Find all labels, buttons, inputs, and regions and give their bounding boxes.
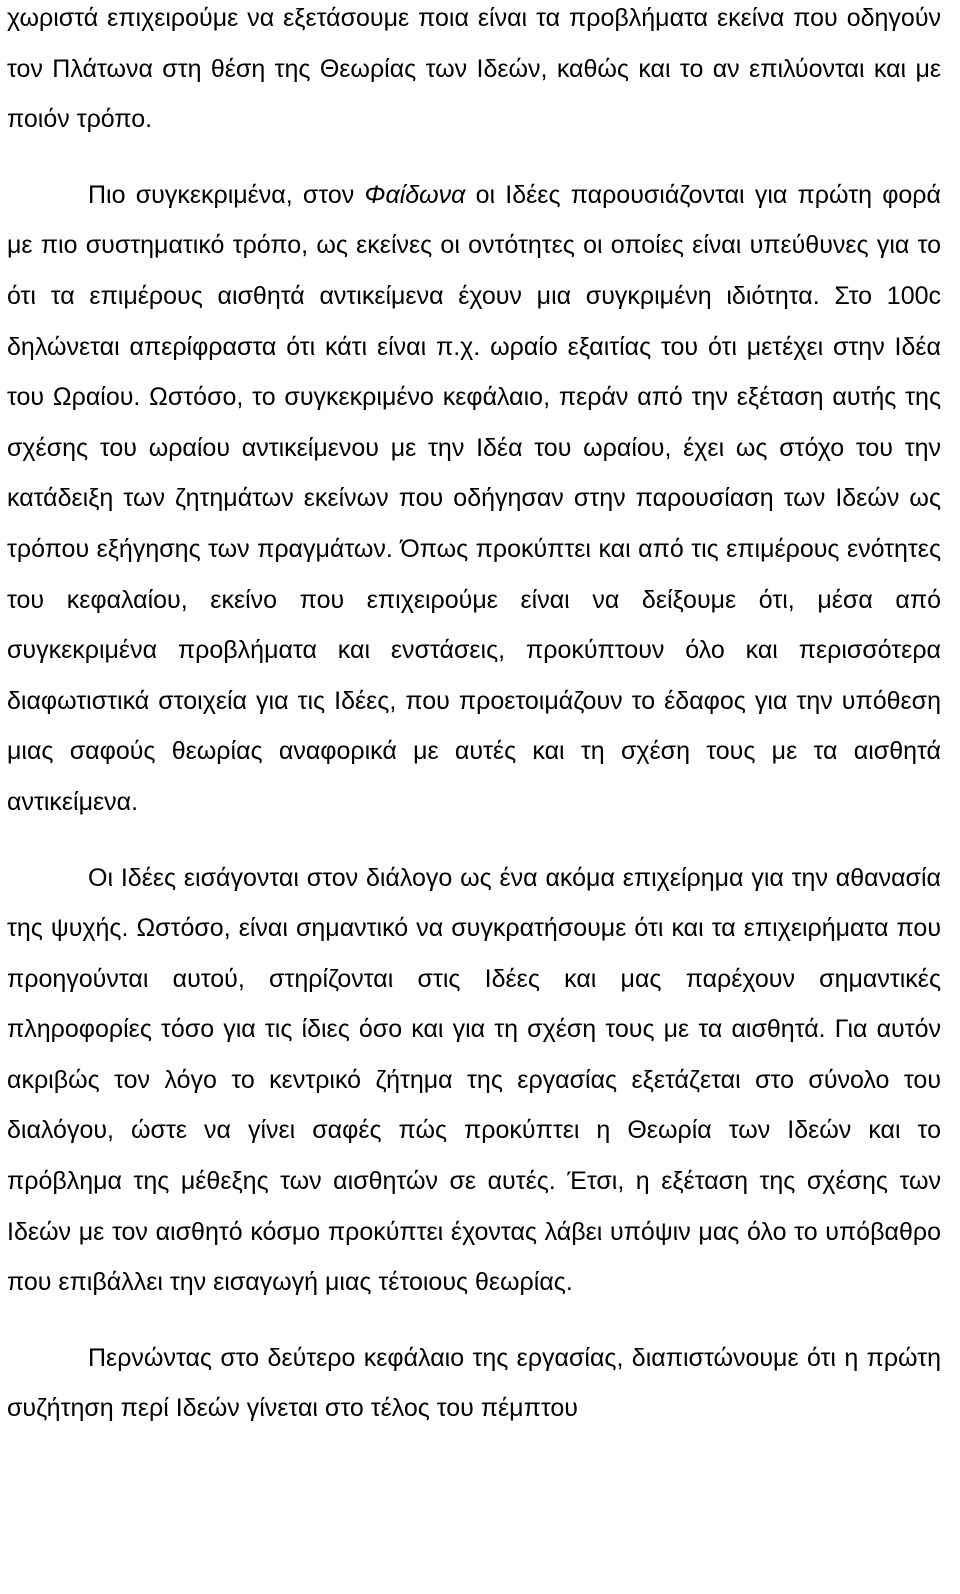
paragraph-gap xyxy=(7,828,941,853)
paragraph-4: Περνώντας στο δεύτερο κεφάλαιο της εργασίας, διαπιστώνουμε ότι η πρώτη συζήτηση περί Ιδεών γίνεται στο τέλος του πέμπτου xyxy=(7,1343,941,1423)
paragraph-3: Οι Ιδέες εισάγονται στον διάλογο ως ένα ακόμα επιχείρημα για την αθανασία της ψυχής. Ωστόσο, είναι σημαντικό να συγκρατήσουμε ότι και τα επιχειρήματα που προηγούνται αυτού, στηρίζονται στις Ιδέες και μας παρέχουν σημαντικές πληροφορίες τόσο για τις ίδιες όσο και για τη σχέση τους με τα αισθητά. Για αυτόν ακριβώς τον λόγο το κεντρικό ζήτημα της εργασίας εξετάζεται στο σύνολο του διαλόγου, ώστε να γίνει σαφές πώς προκύπτει η Θεωρία των Ιδεών και το πρόβλημα της μέθεξης των αισθητών σε αυτές. Έτσι, η εξέταση της σχέσης των Ιδεών με τον αισθητό κόσμο προκύπτει έχοντας λάβει υπόψιν μας όλο το υπόβαθρο που επιβάλλει την εισαγωγή μιας τέτοιους θεωρίας. xyxy=(7,863,941,1297)
paragraph-2-body: οι Ιδέες παρουσιάζονται για πρώτη φορά με πιο συστηματικό τρόπο, ως εκείνες οι οντότητες οι οποίες είναι υπεύθυνες για το ότι τα επιμέρους αισθητά αντικείμενα έχουν μια συγκριμένη ιδιότητα. Στο 100c δηλώνεται απερίφραστα ότι κάτι είναι π.χ. ωραίο εξαιτίας του ότι μετέχει στην Ιδέα του Ωραίου. Ωστόσο, το συγκεκριμένο κεφάλαιο, περάν από την εξέταση αυτής της σχέσης του ωραίου αντικείμενου με την Ιδέα του ωραίου, έχει ως στόχο του την κατάδειξη των ζητημάτων εκείνων που οδήγησαν στην παρουσίαση των Ιδεών ως τρόπου εξήγησης των πραγμάτων. Όπως προκύπτει και από τις επιμέρους ενότητες του κεφαλαίου, εκείνο που επιχειρούμε είναι να δείξουμε ότι, μέσα από συγκεκριμένα προβλήματα και ενστάσεις, προκύπτουν όλο και περισσότερα διαφωτιστικά στοιχεία για τις Ιδέες, που προετοιμάζουν το έδαφος για την υπόθεση μιας σαφούς θεωρίας αναφορικά με αυτές και τη σχέση τους με τα αισθητά αντικείμενα. xyxy=(7,180,941,816)
paragraph-2-lead: Πιο συγκεκριμένα, στον xyxy=(88,180,365,209)
paragraph-1: χωριστά επιχειρούμε να εξετάσουμε ποια είναι τα προβλήματα εκείνα που οδηγούν τον Πλάτωνα στη θέση της Θεωρίας των Ιδεών, καθώς και το αν επιλύονται και με ποιόν τρόπο. xyxy=(7,4,941,134)
paragraph-gap xyxy=(7,1308,941,1333)
paragraph-gap xyxy=(7,145,941,170)
phaedo-title: Φαίδωνα xyxy=(364,180,466,209)
paragraph-2 xyxy=(7,170,941,828)
